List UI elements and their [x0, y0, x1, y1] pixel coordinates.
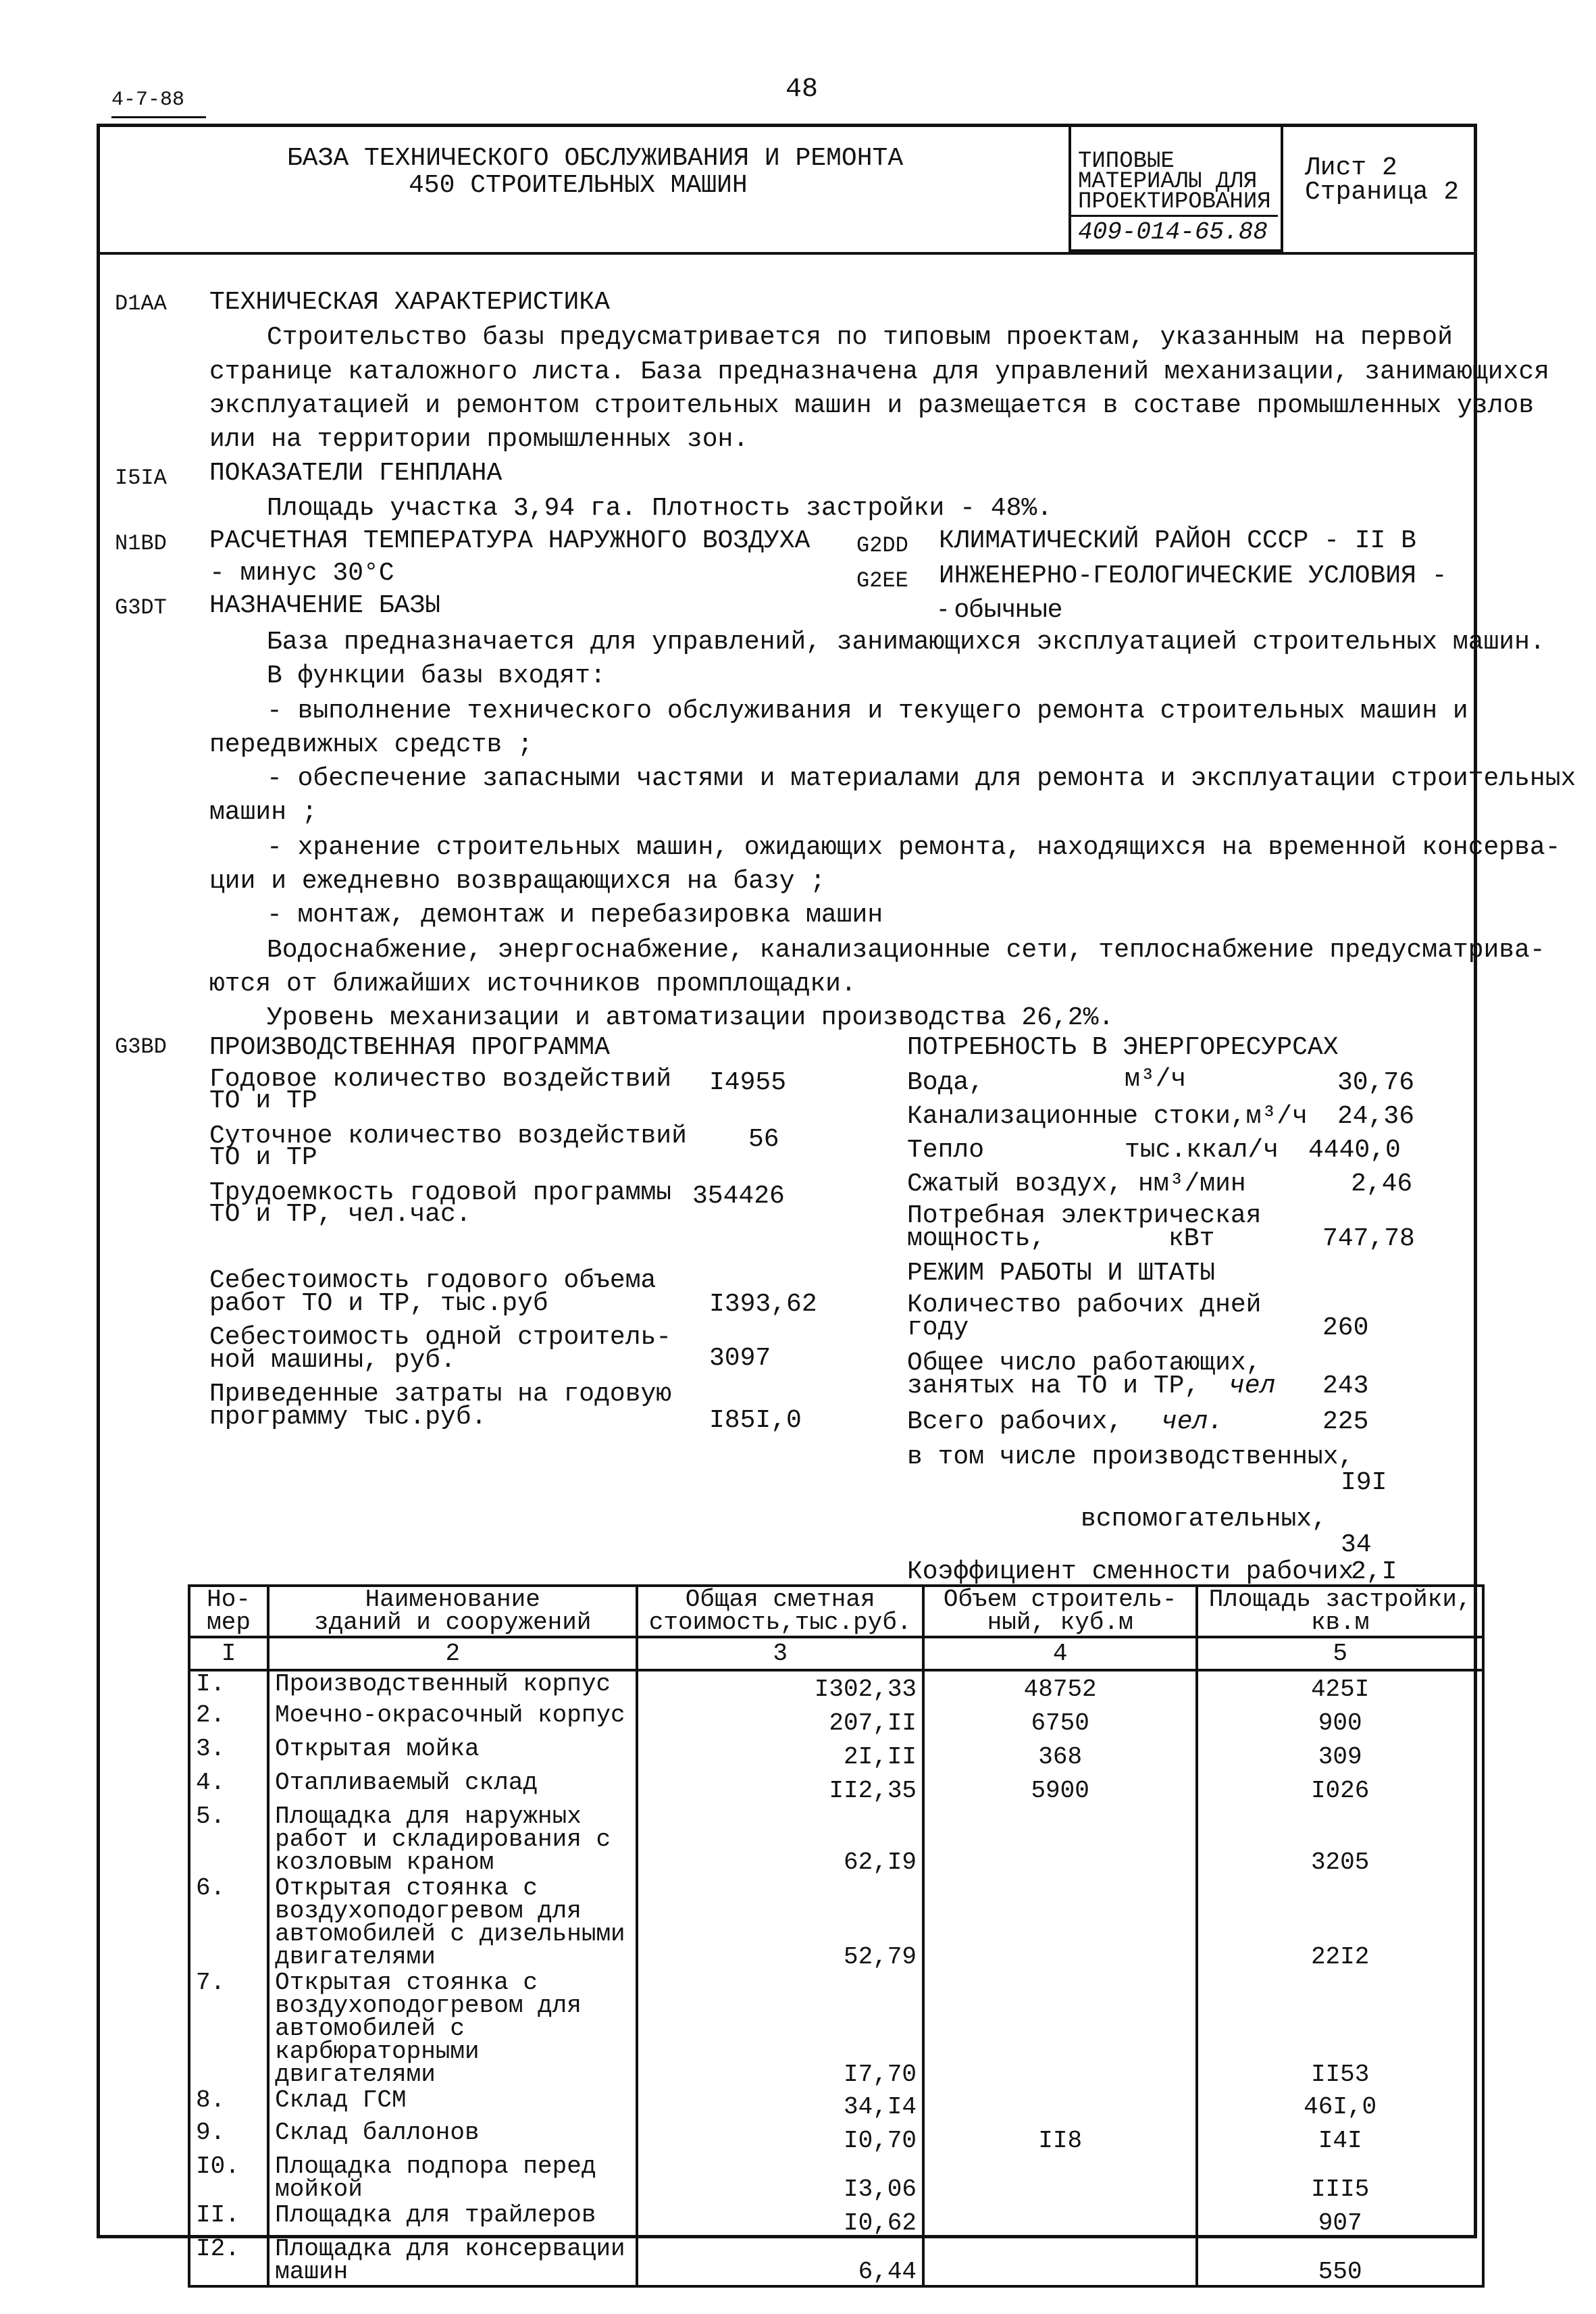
row-cost: I3,06 [637, 2154, 923, 2203]
page-label: Страница 2 [1305, 178, 1460, 207]
row-volume [923, 2088, 1197, 2120]
purpose-line: - обеспечение запасными частями и материалами для ремонта и эксплуатации строительных [267, 764, 1576, 793]
production-workers-label: в том числе производственных, [907, 1442, 1354, 1472]
column-index: 5 [1197, 1637, 1483, 1670]
row-number: 9. [189, 2120, 268, 2154]
geology-heading: ИНЖЕНЕРНО-ГЕОЛОГИЧЕСКИЕ УСЛОВИЯ - [939, 561, 1447, 590]
genplan-heading: ПОКАЗАТЕЛИ ГЕНПЛАНА [209, 459, 503, 488]
row-volume: 5900 [923, 1770, 1197, 1804]
row-number: 4. [189, 1770, 268, 1804]
row-area: 3205 [1197, 1804, 1483, 1876]
table-row [189, 2154, 1483, 2203]
production-workers-value: I9I [1341, 1468, 1387, 1497]
program-value: I85I,0 [709, 1406, 802, 1435]
code-temperature: N1BD [115, 531, 167, 556]
sheet-number: Лист 2 [1305, 153, 1397, 182]
program-label: Приведенные затраты на годовую [209, 1380, 672, 1409]
code-tech: D1AA [115, 291, 167, 316]
column-index: I [189, 1637, 268, 1670]
tech-line-1: Строительство базы предусматривается по типовым проектам, указанным на первой [267, 323, 1453, 352]
row-area: II53 [1197, 1970, 1483, 2088]
program-value: 354426 [692, 1182, 785, 1211]
sewer-value: 24,36 [1337, 1102, 1415, 1131]
row-cost: I0,62 [637, 2203, 923, 2236]
row-name: Открытая стоянка с воздухоподогревом для автомобилей с карбюраторными двигателями [268, 1970, 637, 2088]
table-row [189, 1703, 1483, 1736]
table-row [189, 2088, 1483, 2120]
column-index: 4 [923, 1637, 1197, 1670]
row-cost: I0,70 [637, 2120, 923, 2154]
workers-unit: чел. [1162, 1407, 1224, 1436]
row-volume [923, 2236, 1197, 2286]
row-area: I4I [1197, 2120, 1483, 2154]
series-code: 409-014-65.88 [1078, 218, 1268, 246]
water-value: 30,76 [1337, 1068, 1415, 1097]
code-genplan: I5IA [115, 466, 167, 491]
row-number: II. [189, 2203, 268, 2236]
purpose-line: - выполнение технического обслуживания и текущего ремонта строительных машин и [267, 697, 1468, 726]
table-row [189, 1670, 1483, 1703]
row-volume [923, 1876, 1197, 1970]
purpose-line: База предназначается для управлений, занимающихся эксплуатацией строительных машин. [267, 628, 1545, 657]
row-name: Производственный корпус [268, 1670, 637, 1703]
row-area: III5 [1197, 2154, 1483, 2203]
code-underline [111, 116, 206, 118]
row-number: I. [189, 1670, 268, 1703]
row-number: 7. [189, 1970, 268, 2088]
purpose-line: - монтаж, демонтаж и перебазировка машин [267, 901, 883, 930]
row-name: Склад баллонов [268, 2120, 637, 2154]
row-area: 907 [1197, 2203, 1483, 2236]
row-volume: II8 [923, 2120, 1197, 2154]
row-name: Склад ГСМ [268, 2088, 637, 2120]
header-divider [97, 252, 1474, 255]
program-value: 3097 [709, 1344, 771, 1373]
row-cost: 2I,II [637, 1736, 923, 1770]
power-value: 747,78 [1322, 1224, 1415, 1253]
row-volume: 368 [923, 1736, 1197, 1770]
water-unit: м³/ч [1125, 1065, 1187, 1094]
table-header-row [189, 1586, 1483, 1637]
row-number: I0. [189, 2154, 268, 2203]
purpose-line: Водоснабжение, энергоснабжение, канализационные сети, теплоснабжение предусматрива- [267, 936, 1545, 965]
document-code: 4-7-88 [111, 89, 185, 111]
climate-region: КЛИМАТИЧЕСКИЙ РАЙОН СССР - II В [939, 526, 1416, 555]
program-label: Суточное количество воздействий [209, 1122, 687, 1151]
temperature-heading: РАСЧЕТНАЯ ТЕМПЕРАТУРА НАРУЖНОГО ВОЗДУХА [209, 526, 810, 555]
buildings-table [188, 1584, 1485, 2288]
row-number: 3. [189, 1736, 268, 1770]
heat-label: Тепло [907, 1136, 985, 1165]
table-row [189, 1970, 1483, 2088]
row-number: 8. [189, 2088, 268, 2120]
total-staff-label: Общее число работающих, [907, 1349, 1262, 1378]
row-cost: 62,I9 [637, 1804, 923, 1876]
header-volume: Объем строитель- ный, куб.м [923, 1586, 1197, 1637]
total-staff-value: 243 [1322, 1372, 1369, 1401]
table-row [189, 1804, 1483, 1876]
program-label: ТО и ТР, чел.час. [209, 1200, 471, 1229]
row-name: Моечно-окрасочный корпус [268, 1703, 637, 1736]
table-row [189, 1876, 1483, 1970]
purpose-line: ции и ежедневно возвращающихся на базу ; [209, 867, 826, 896]
row-name: Площадка для консервации машин [268, 2236, 637, 2286]
table-row [189, 1770, 1483, 1804]
staff-heading: РЕЖИМ РАБОТЫ И ШТАТЫ [907, 1259, 1216, 1288]
column-index-row [189, 1637, 1483, 1670]
column-index: 2 [268, 1637, 637, 1670]
row-area: I026 [1197, 1770, 1483, 1804]
sewer-label: Канализационные стоки,м³/ч [907, 1102, 1308, 1131]
geology-value: - обычные [939, 595, 1062, 623]
row-area: 309 [1197, 1736, 1483, 1770]
table-row [189, 2203, 1483, 2236]
page-number: 48 [786, 74, 819, 105]
purpose-line: - хранение строительных машин, ожидающих ремонта, находящихся на временной консерва- [267, 833, 1561, 862]
shift-coefficient-value: 2,I [1351, 1557, 1397, 1586]
series-divider [1071, 215, 1278, 217]
header-number: Но- мер [189, 1586, 268, 1637]
header-cost: Общая сметная стоимость,тыс.руб. [637, 1586, 923, 1637]
row-cost: 52,79 [637, 1876, 923, 1970]
program-value: 56 [748, 1125, 779, 1154]
table-row [189, 2236, 1483, 2286]
row-number: 5. [189, 1804, 268, 1876]
energy-heading: ПОТРЕБНОСТЬ В ЭНЕРГОРЕСУРСАХ [907, 1033, 1339, 1062]
row-cost: II2,35 [637, 1770, 923, 1804]
genplan-text: Площадь участка 3,94 га. Плотность застройки - 48%. [267, 494, 1052, 523]
row-number: I2. [189, 2236, 268, 2286]
code-climate: G2DD [856, 533, 908, 558]
program-value: I393,62 [709, 1290, 817, 1319]
table-row [189, 1736, 1483, 1770]
program-label: Годовое количество воздействий [209, 1065, 672, 1094]
purpose-line: передвижных средств ; [209, 730, 533, 759]
program-heading: ПРОИЗВОДСТВЕННАЯ ПРОГРАММА [209, 1033, 610, 1062]
power-label: мощность, [907, 1224, 1046, 1253]
tech-line-3: эксплуатацией и ремонтом строительных машин и размещается в составе промышленных узлов [209, 391, 1535, 420]
row-name: Открытая стоянка с воздухоподогревом для автомобилей с дизельными двигателями [268, 1876, 637, 1970]
row-area: 46I,0 [1197, 2088, 1483, 2120]
table-row [189, 2120, 1483, 2154]
row-name: Площадка для наружных работ и складирования с козловым краном [268, 1804, 637, 1876]
program-label: работ ТО и ТР, тыс.руб [209, 1289, 548, 1318]
days-label: Количество рабочих дней [907, 1290, 1262, 1319]
row-volume [923, 1970, 1197, 2088]
purpose-line: В функции базы входят: [267, 661, 606, 690]
code-purpose: G3DT [115, 595, 167, 620]
auxiliary-workers-value: 34 [1341, 1530, 1372, 1559]
tech-heading: ТЕХНИЧЕСКАЯ ХАРАКТЕРИСТИКА [209, 288, 610, 317]
purpose-line: машин ; [209, 798, 317, 827]
shift-coefficient-label: Коэффициент сменности рабочих [907, 1557, 1354, 1586]
row-name: Открытая мойка [268, 1736, 637, 1770]
row-volume [923, 2203, 1197, 2236]
program-label: Себестоимость одной строитель- [209, 1323, 672, 1352]
heat-unit: тыс.ккал/ч [1125, 1136, 1279, 1165]
power-label: Потребная электрическая [907, 1201, 1262, 1230]
row-cost: 207,II [637, 1703, 923, 1736]
title-line-2: 450 СТРОИТЕЛЬНЫХ МАШИН [409, 171, 748, 200]
row-volume: 48752 [923, 1670, 1197, 1703]
tech-line-2: странице каталожного листа. База предназначена для управлений механизации, занимающихся [209, 357, 1549, 386]
row-area: 22I2 [1197, 1876, 1483, 1970]
header-area: Площадь застройки, кв.м [1197, 1586, 1483, 1637]
row-volume [923, 1804, 1197, 1876]
program-label: ТО и ТР [209, 1086, 317, 1115]
program-label: Трудоемкость годовой программы [209, 1178, 672, 1207]
auxiliary-workers-label: вспомогательных, [1081, 1505, 1327, 1534]
code-geology: G2EE [856, 568, 908, 593]
row-volume: 6750 [923, 1703, 1197, 1736]
program-label: Себестоимость годового объема [209, 1266, 657, 1295]
tech-line-4: или на территории промышленных зон. [209, 425, 749, 454]
series-line-1: ТИПОВЫЕ [1078, 149, 1175, 174]
program-label: ной машины, руб. [209, 1346, 456, 1375]
row-cost: 34,I4 [637, 2088, 923, 2120]
series-line-3: ПРОЕКТИРОВАНИЯ [1078, 189, 1271, 215]
program-label: ТО и ТР [209, 1143, 317, 1172]
row-number: 6. [189, 1876, 268, 1970]
temperature-value: - минус 30°С [209, 559, 394, 588]
row-area: 900 [1197, 1703, 1483, 1736]
power-unit: кВт [1168, 1224, 1215, 1253]
days-value: 260 [1322, 1313, 1369, 1342]
column-index: 3 [637, 1637, 923, 1670]
row-area: 550 [1197, 2236, 1483, 2286]
row-name: Площадка подпора перед мойкой [268, 2154, 637, 2203]
row-cost: I7,70 [637, 1970, 923, 2088]
row-name: Отапливаемый склад [268, 1770, 637, 1804]
air-value: 2,46 [1351, 1169, 1413, 1199]
total-staff-unit: чел [1229, 1372, 1276, 1401]
program-value: I4955 [709, 1068, 787, 1097]
code-program: G3BD [115, 1034, 167, 1059]
title-line-1: БАЗА ТЕХНИЧЕСКОГО ОБСЛУЖИВАНИЯ И РЕМОНТА [287, 144, 904, 173]
header-name: Наименование зданий и сооружений [268, 1586, 637, 1637]
purpose-line: ются от ближайших источников промплощадки. [209, 970, 856, 999]
workers-value: 225 [1322, 1407, 1369, 1436]
row-area: 425I [1197, 1670, 1483, 1703]
row-name: Площадка для трайлеров [268, 2203, 637, 2236]
series-line-2: МАТЕРИАЛЫ ДЛЯ [1078, 169, 1258, 195]
water-label: Вода, [907, 1068, 985, 1097]
purpose-line: Уровень механизации и автоматизации производства 26,2%. [267, 1003, 1114, 1032]
row-cost: 6,44 [637, 2236, 923, 2286]
days-label: году [907, 1313, 969, 1342]
total-staff-label: занятых на ТО и ТР, [907, 1372, 1200, 1401]
program-label: программу тыс.руб. [209, 1403, 487, 1432]
row-volume [923, 2154, 1197, 2203]
air-label: Сжатый воздух, нм³/мин [907, 1169, 1246, 1199]
row-number: 2. [189, 1703, 268, 1736]
row-cost: I302,33 [637, 1670, 923, 1703]
heat-value: 4440,0 [1308, 1136, 1401, 1165]
workers-label: Всего рабочих, [907, 1407, 1123, 1436]
purpose-heading: НАЗНАЧЕНИЕ БАЗЫ [209, 591, 441, 620]
